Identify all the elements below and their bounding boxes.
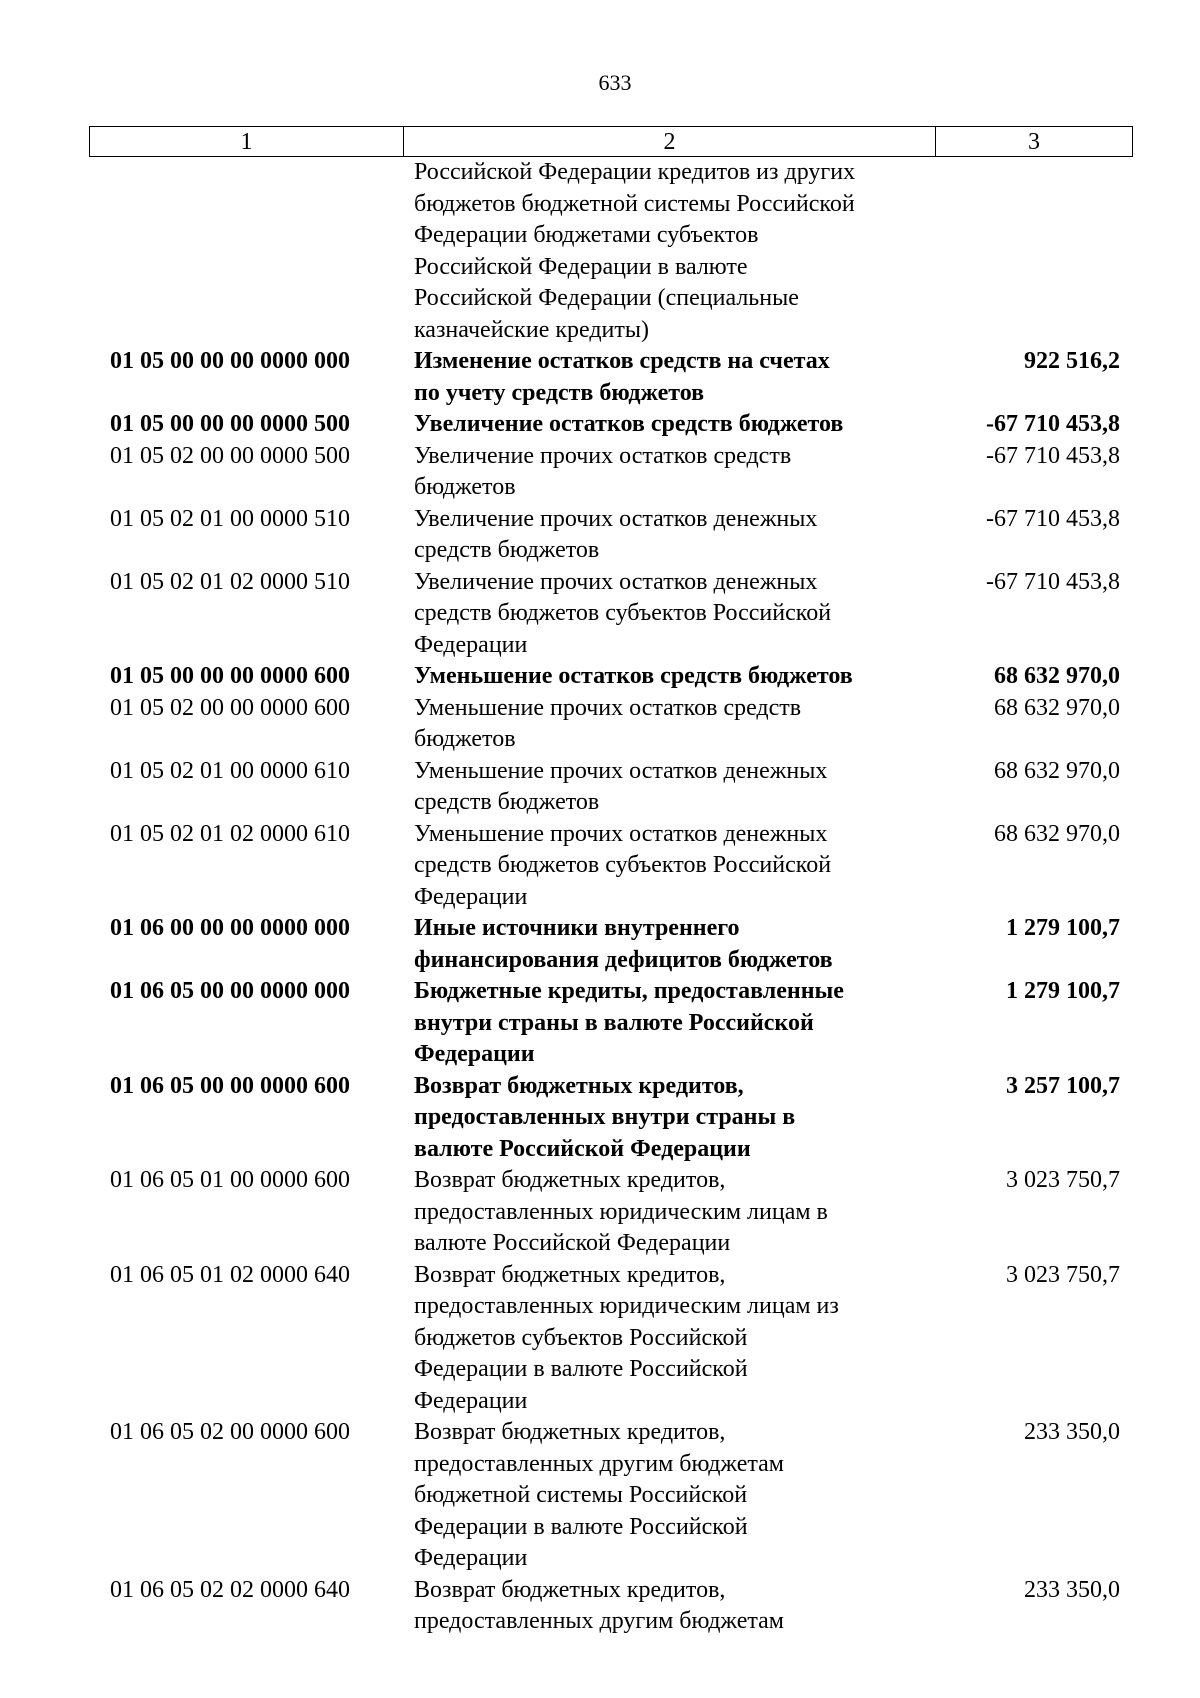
table-row bbox=[89, 913, 1132, 976]
row-name-line: средств бюджетов bbox=[414, 537, 600, 563]
table-header bbox=[89, 126, 1133, 157]
row-name-line: Уменьшение прочих остатков денежных bbox=[414, 757, 828, 784]
row-name-line: Увеличение прочих остатков средств bbox=[414, 442, 792, 469]
table-row bbox=[89, 504, 1132, 567]
table-row bbox=[89, 976, 1132, 1071]
row-amount bbox=[935, 157, 1132, 346]
row-amount: 233 350,0 bbox=[1024, 1576, 1120, 1603]
row-amount: 68 632 970,0 bbox=[994, 694, 1120, 721]
row-name bbox=[403, 976, 935, 1071]
table-row bbox=[89, 346, 1132, 409]
row-name bbox=[403, 1260, 935, 1418]
row-name-line: Возврат бюджетных кредитов, bbox=[414, 1261, 726, 1288]
row-name-line: бюджетов субъектов Российской bbox=[414, 1324, 748, 1351]
row-name bbox=[403, 819, 935, 914]
row-code: 01 05 02 01 00 0000 510 bbox=[110, 505, 350, 532]
row-name-line: бюджетной системы Российской bbox=[414, 1482, 748, 1508]
row-name bbox=[403, 693, 935, 756]
row-name-line: бюджетов bbox=[414, 726, 516, 752]
row-name bbox=[403, 157, 935, 346]
row-code: 01 06 05 00 00 0000 000 bbox=[110, 978, 350, 1004]
table-body bbox=[89, 157, 1132, 1638]
table-row bbox=[89, 441, 1132, 504]
row-name-line: Российской Федерации кредитов из других bbox=[414, 159, 856, 185]
row-name-line: финансирования дефицитов бюджетов bbox=[414, 946, 833, 973]
row-name-line: казначейские кредиты) bbox=[414, 316, 649, 343]
table-row bbox=[89, 1260, 1132, 1418]
header-col-1: 1 bbox=[90, 127, 404, 157]
row-code: 01 06 05 01 00 0000 600 bbox=[110, 1167, 350, 1193]
table-row bbox=[89, 1575, 1132, 1638]
table-row bbox=[89, 693, 1132, 756]
row-amount: 3 023 750,7 bbox=[1006, 1261, 1120, 1288]
table-row bbox=[89, 819, 1132, 914]
table-row bbox=[89, 1165, 1132, 1260]
row-name-line: бюджетов bbox=[414, 474, 516, 500]
header-col-3: 3 bbox=[936, 127, 1133, 157]
row-code: 01 06 00 00 00 0000 000 bbox=[110, 915, 350, 941]
row-name-line: Изменение остатков средств на счетах bbox=[414, 348, 830, 374]
row-code: 01 05 02 00 00 0000 500 bbox=[110, 442, 350, 469]
row-name bbox=[403, 409, 935, 441]
row-code: 01 05 02 01 02 0000 610 bbox=[110, 820, 350, 847]
row-name-line: средств бюджетов субъектов Российской bbox=[414, 852, 832, 878]
row-name bbox=[403, 661, 935, 693]
row-name bbox=[403, 441, 935, 504]
row-name-line: внутри страны в валюте Российской bbox=[414, 1009, 814, 1036]
row-name-line: Российской Федерации (специальные bbox=[414, 285, 799, 311]
row-name-line: Иные источники внутреннего bbox=[414, 915, 740, 941]
row-name bbox=[403, 913, 935, 976]
page-number: 633 bbox=[598, 70, 632, 95]
row-code: 01 06 05 00 00 0000 600 bbox=[110, 1072, 350, 1099]
row-name-line: Федерации в валюте Российской bbox=[414, 1356, 748, 1382]
row-name-line: предоставленных другим бюджетам bbox=[414, 1608, 784, 1634]
row-name bbox=[403, 567, 935, 662]
row-name-line: Федерации bbox=[414, 1545, 528, 1571]
row-name-line: Федерации bbox=[414, 1387, 528, 1414]
row-code: 01 05 02 01 00 0000 610 bbox=[110, 757, 350, 784]
row-name-line: предоставленных юридическим лицам из bbox=[414, 1293, 839, 1319]
row-code: 01 05 00 00 00 0000 500 bbox=[110, 411, 350, 437]
row-name-line: Федерации бюджетами субъектов bbox=[414, 222, 759, 248]
row-name bbox=[403, 504, 935, 567]
row-amount: 233 350,0 bbox=[1024, 1419, 1120, 1445]
row-name-line: предоставленных юридическим лицам в bbox=[414, 1198, 828, 1225]
row-code bbox=[89, 157, 403, 346]
row-name-line: Уменьшение прочих остатков средств bbox=[414, 694, 802, 721]
row-name-line: Федерации в валюте Российской bbox=[414, 1513, 748, 1540]
row-name-line: Увеличение прочих остатков денежных bbox=[414, 505, 818, 532]
row-amount: -67 710 453,8 bbox=[986, 568, 1120, 595]
row-code: 01 05 02 01 02 0000 510 bbox=[110, 568, 350, 595]
row-name-line: Увеличение остатков средств бюджетов bbox=[414, 411, 844, 437]
row-name bbox=[403, 756, 935, 819]
row-name-line: Увеличение прочих остатков денежных bbox=[414, 568, 818, 595]
row-code: 01 06 05 02 02 0000 640 bbox=[110, 1576, 350, 1603]
row-name-line: Федерации bbox=[414, 883, 528, 910]
row-name-line: Бюджетные кредиты, предоставленные bbox=[414, 978, 844, 1004]
row-name-line: средств бюджетов субъектов Российской bbox=[414, 600, 832, 626]
table-row bbox=[89, 1071, 1132, 1166]
table-row bbox=[89, 661, 1132, 693]
row-name bbox=[403, 1575, 935, 1638]
row-name-line: Федерации bbox=[414, 631, 528, 658]
row-amount: 68 632 970,0 bbox=[994, 820, 1120, 847]
row-name-line: бюджетов бюджетной системы Российской bbox=[414, 190, 855, 217]
row-amount: 68 632 970,0 bbox=[994, 663, 1120, 689]
row-name-line: Российской Федерации в валюте bbox=[414, 253, 748, 280]
row-name-line: валюте Российской Федерации bbox=[414, 1135, 751, 1162]
table-row bbox=[89, 409, 1132, 441]
row-name bbox=[403, 1071, 935, 1166]
row-amount: 3 023 750,7 bbox=[1006, 1167, 1120, 1193]
row-name-line: средств бюджетов bbox=[414, 789, 600, 815]
row-code: 01 06 05 02 00 0000 600 bbox=[110, 1419, 350, 1445]
row-code: 01 05 00 00 00 0000 600 bbox=[110, 663, 350, 689]
row-name bbox=[403, 1165, 935, 1260]
row-amount: 3 257 100,7 bbox=[1006, 1072, 1120, 1099]
row-code: 01 05 02 00 00 0000 600 bbox=[110, 694, 350, 721]
row-name-line: Возврат бюджетных кредитов, bbox=[414, 1576, 726, 1603]
row-code: 01 06 05 01 02 0000 640 bbox=[110, 1261, 350, 1288]
row-amount: 1 279 100,7 bbox=[1006, 915, 1120, 941]
table-row bbox=[89, 157, 1132, 346]
row-name-line: Уменьшение прочих остатков денежных bbox=[414, 820, 828, 847]
row-name bbox=[403, 346, 935, 409]
row-name-line: предоставленных внутри страны в bbox=[414, 1104, 796, 1130]
row-name-line: валюте Российской Федерации bbox=[414, 1230, 731, 1256]
row-name-line: Уменьшение остатков средств бюджетов bbox=[414, 663, 853, 689]
row-name-line: Возврат бюджетных кредитов, bbox=[414, 1167, 726, 1193]
table-row bbox=[89, 567, 1132, 662]
row-amount: -67 710 453,8 bbox=[986, 442, 1120, 469]
row-name bbox=[403, 1417, 935, 1575]
row-amount: -67 710 453,8 bbox=[986, 411, 1120, 437]
row-code: 01 05 00 00 00 0000 000 bbox=[110, 348, 350, 374]
header-col-2: 2 bbox=[404, 127, 936, 157]
table-row bbox=[89, 756, 1132, 819]
row-amount: 68 632 970,0 bbox=[994, 757, 1120, 784]
row-name-line: предоставленных другим бюджетам bbox=[414, 1450, 784, 1477]
row-amount: 1 279 100,7 bbox=[1006, 978, 1120, 1004]
row-amount: 922 516,2 bbox=[1024, 348, 1120, 374]
row-name-line: Федерации bbox=[414, 1041, 535, 1067]
row-name-line: Возврат бюджетных кредитов, bbox=[414, 1072, 744, 1099]
row-name-line: Возврат бюджетных кредитов, bbox=[414, 1419, 726, 1445]
header-row bbox=[90, 127, 1133, 157]
row-name-line: по учету средств бюджетов bbox=[414, 379, 705, 406]
row-amount: -67 710 453,8 bbox=[986, 505, 1120, 532]
table-row bbox=[89, 1417, 1132, 1575]
